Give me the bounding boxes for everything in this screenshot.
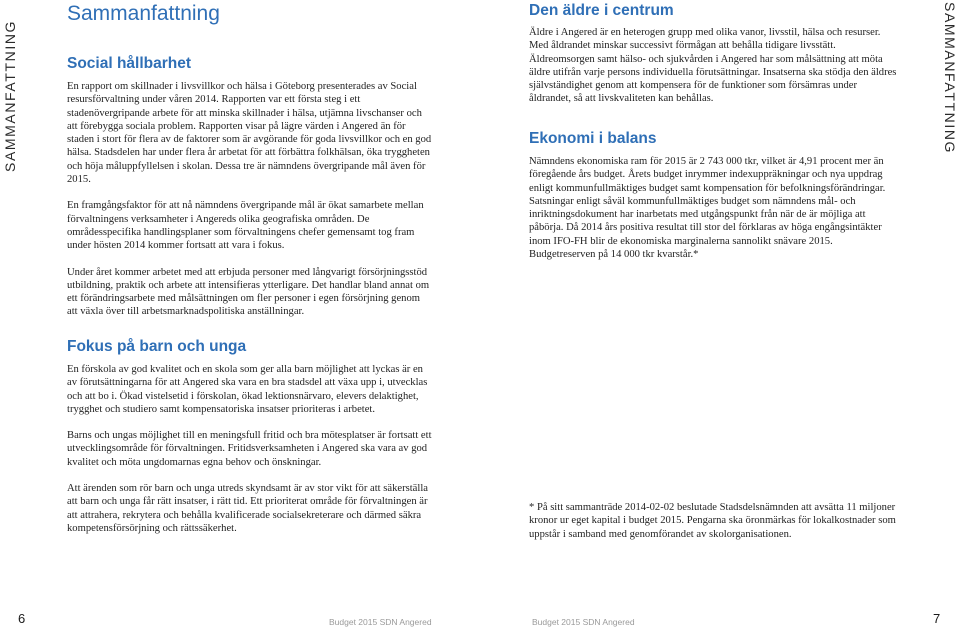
footnote — [529, 501, 909, 541]
heading-social: Social hållbarhet — [67, 55, 192, 72]
heading-aldre: Den äldre i centrum — [529, 2, 674, 19]
paragraph: Äldre i Angered är en heterogen grupp med olika vanor, livsstil, hälsa och resurser. Med åldrandet minskar successivt förmågan att behålla tidigare livsstätt. Äldreomsorgen samt hälso- och sjukvården i Angered har som målsättning att möta äldre utifrån varje persons individuella förutsättningar. Insatserna ska stödja den äldres självständighet genom att kompensera för de funktioner som försämras under åldrandet, så att livskvaliteten kan behållas. — [529, 27, 897, 105]
side-label-right: SAMMANFATTNING — [942, 2, 958, 155]
paragraph: Nämndens ekonomiska ram för 2015 är 2 743 000 tkr, vilket är 4,91 procent mer än föregående års budget. Årets budget inrymmer indexuppräkningar och nya uppdrag enligt kommunfullmäktiges budget samt kompensation för befolkningsförändringar. Satsningar enligt såväl kommunfullmäktiges budget som nämndens mål- och inriktningsdokument har inarbetats med utgångspunkt från när de är möjliga att påbörja. Då 2014 års positiva resultat till stor del förklaras av höga engångsintäkter inom IFO-FH blir de ekonomiska marginalerna sannolikt snävare 2015. Budgetreserven på 14 000 tkr kvarstår.* — [529, 156, 886, 261]
footer-text-right: Budget 2015 SDN Angered — [532, 617, 635, 627]
page-title: Sammanfattning — [67, 2, 220, 25]
page-number-right: 7 — [933, 611, 941, 626]
paragraph: En framgångsfaktor för att nå nämndens övergripande mål är ökat samarbete mellan förvaltningens verksamheter i Angereds olika geografiska områden. De områdesspecifika handlingsplaner som förvaltningens chefer gemensamt tog fram under hösten 2014 kommer fortsatt att vara i fokus. — [67, 200, 424, 252]
section-barn — [67, 338, 433, 535]
footnote-text: * På sitt sammanträde 2014-02-02 beslutade Stadsdelsnämnden att avsätta 11 miljoner kronor ur eget kapital i budget 2015. Pengarna ska öronmärkas för lokalkostnader som uppstår i samband med genomförandet av skolorganisationen. — [529, 502, 896, 540]
heading-barn: Fokus på barn och unga — [67, 338, 247, 355]
paragraph: En förskola av god kvalitet och en skola som ger alla barn möjlighet att lyckas är en av förutsättningarna för att Angered ska vara en bra stadsdel att växa upp i, utvecklas och att bo i. Ökad vistelsetid i förskolan, ökad lektionsnärvaro, elevers delaktighet, trygghet och studiero samt kompensatoriska insatser prioriteras i arbetet. — [67, 364, 428, 415]
section-ekonomi — [529, 130, 899, 261]
section-social — [67, 55, 433, 319]
footer-text-left: Budget 2015 SDN Angered — [329, 617, 432, 627]
side-label-left: SAMMANFATTNING — [2, 19, 18, 172]
paragraph: Under året kommer arbetet med att erbjuda personer med långvarigt försörjningsstöd utbildning, praktik och arbete att intensifieras ytterligare. Det handlar bland annat om ett förändringsarbete med målsättningen om fler personer i egen försörjning genom att växla över till arbetsmarknadspolitiska anställningar. — [67, 266, 430, 318]
paragraph: Barns och ungas möjlighet till en meningsfull fritid och bra mötesplatser är fortsatt ett utvecklingsområde för förvaltningen. Fritidsverksamheten i Angered ska vara av god kvalitet och möta ungdomarnas egna behov och önskningar. — [67, 430, 432, 468]
page-number-left: 6 — [18, 611, 26, 626]
paragraph: Att ärenden som rör barn och unga utreds skyndsamt är av stor vikt för att säkerställa att barn och unga får rätt insatser, i rätt tid. Ett prioriterat område för förvaltningen är att attrahera, rekrytera och behålla kvalificerade socialsekreterare och därmed säkra kompetensförsörjning och rättssäkerhet. — [67, 483, 428, 534]
paragraph: En rapport om skillnader i livsvillkor och hälsa i Göteborg presenterades av Social resursförvaltning under våren 2014. Rapporten var ett första steg i ett stadenövergripande arbete för att minska skillnader i hälsa, utjämna livschanser och att förebygga sociala problem. Rapporten visar på lägre värden i Angered än för staden i stort för flera av de faktorer som är avgörande för goda livsvillkor och en god hälsa. Stadsdelen har under flera år arbetat för att förbättra folkhälsan, öka tryggheten och höja måluppfyllelsen i skolan. Dessa tre är nämndens övergripande mål även för 2015. — [67, 81, 432, 186]
heading-ekonomi: Ekonomi i balans — [529, 130, 657, 147]
section-aldre — [529, 2, 899, 106]
